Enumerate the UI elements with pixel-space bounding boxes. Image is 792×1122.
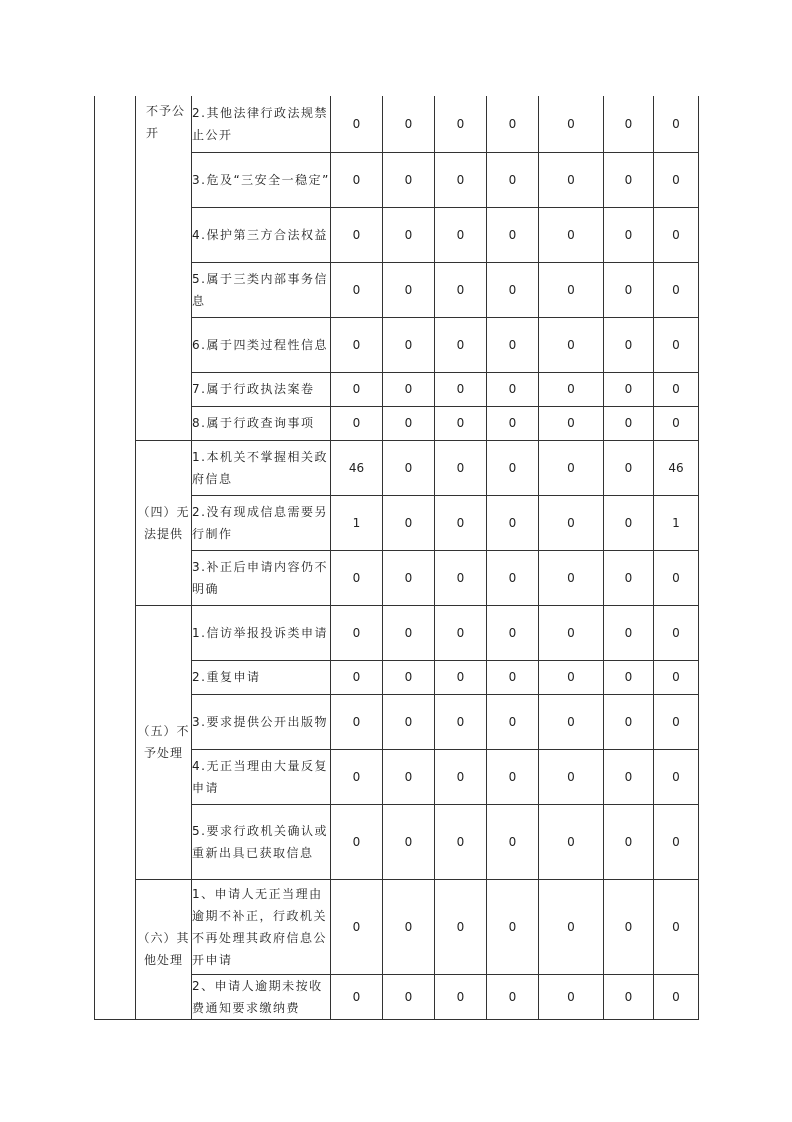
cell-value: 0 <box>435 694 487 749</box>
cell-value: 0 <box>331 974 383 1019</box>
cell-value: 0 <box>654 879 699 974</box>
cell-value: 0 <box>487 406 539 440</box>
row-label: 6.属于四类过程性信息 <box>192 317 331 372</box>
cell-value: 0 <box>435 495 487 550</box>
cell-value: 0 <box>487 749 539 804</box>
cell-value: 0 <box>654 804 699 879</box>
cell-value: 0 <box>331 207 383 262</box>
cell-value: 0 <box>604 317 654 372</box>
cell-value: 0 <box>383 207 435 262</box>
cell-value: 0 <box>487 262 539 317</box>
cell-value: 0 <box>331 96 383 152</box>
group-label: （四）无法提供 <box>136 440 192 605</box>
cell-value: 0 <box>604 879 654 974</box>
cell-value: 1 <box>654 495 699 550</box>
row-label: 1.本机关不掌握相关政府信息 <box>192 440 331 495</box>
cell-value: 0 <box>487 152 539 207</box>
cell-value: 0 <box>331 262 383 317</box>
cell-value: 0 <box>604 495 654 550</box>
cell-value: 0 <box>654 96 699 152</box>
cell-value: 0 <box>539 317 604 372</box>
cell-value: 0 <box>383 96 435 152</box>
cell-value: 0 <box>331 406 383 440</box>
cell-value: 0 <box>539 974 604 1019</box>
cell-value: 0 <box>331 660 383 694</box>
cell-value: 0 <box>331 372 383 406</box>
cell-value: 0 <box>435 605 487 660</box>
cell-value: 0 <box>383 660 435 694</box>
cell-value: 0 <box>487 550 539 605</box>
cell-value: 0 <box>487 372 539 406</box>
cell-value: 0 <box>539 96 604 152</box>
cell-value: 0 <box>383 372 435 406</box>
row-label: 2、申请人逾期未按收费通知要求缴纳费 <box>192 974 331 1019</box>
cell-value: 0 <box>604 372 654 406</box>
cell-value: 0 <box>383 749 435 804</box>
cell-value: 0 <box>604 974 654 1019</box>
cell-value: 0 <box>604 804 654 879</box>
cell-value: 0 <box>487 96 539 152</box>
row-label: 3.补正后申请内容仍不明确 <box>192 550 331 605</box>
row-label: 1、申请人无正当理由逾期不补正，行政机关不再处理其政府信息公开申请 <box>192 879 331 974</box>
cell-value: 0 <box>435 207 487 262</box>
cell-value: 0 <box>539 372 604 406</box>
cell-value: 0 <box>331 605 383 660</box>
row-label: 2.其他法律行政法规禁止公开 <box>192 96 331 152</box>
cell-value: 46 <box>331 440 383 495</box>
cell-value: 0 <box>654 406 699 440</box>
cell-value: 0 <box>539 262 604 317</box>
cell-value: 0 <box>539 804 604 879</box>
cell-value: 0 <box>383 974 435 1019</box>
cell-value: 0 <box>487 694 539 749</box>
cell-value: 0 <box>654 660 699 694</box>
cell-value: 0 <box>383 804 435 879</box>
row-label: 4.无正当理由大量反复申请 <box>192 749 331 804</box>
cell-value: 0 <box>654 152 699 207</box>
table-row <box>95 605 699 660</box>
cell-value: 0 <box>331 879 383 974</box>
cell-value: 0 <box>604 694 654 749</box>
cell-value: 0 <box>331 317 383 372</box>
cell-value: 0 <box>487 660 539 694</box>
cell-value: 0 <box>539 495 604 550</box>
cell-value: 0 <box>539 406 604 440</box>
outer-category-cell <box>95 96 136 1019</box>
cell-value: 0 <box>383 262 435 317</box>
cell-value: 1 <box>331 495 383 550</box>
cell-value: 0 <box>435 660 487 694</box>
cell-value: 0 <box>539 879 604 974</box>
row-label: 1.信访举报投诉类申请 <box>192 605 331 660</box>
cell-value: 0 <box>435 406 487 440</box>
cell-value: 0 <box>604 550 654 605</box>
cell-value: 0 <box>435 879 487 974</box>
cell-value: 0 <box>383 495 435 550</box>
cell-value: 0 <box>435 262 487 317</box>
cell-value: 0 <box>604 207 654 262</box>
row-label: 8.属于行政查询事项 <box>192 406 331 440</box>
row-label: 7.属于行政执法案卷 <box>192 372 331 406</box>
row-label: 3.要求提供公开出版物 <box>192 694 331 749</box>
cell-value: 0 <box>435 152 487 207</box>
cell-value: 0 <box>539 749 604 804</box>
cell-value: 0 <box>604 660 654 694</box>
cell-value: 0 <box>435 440 487 495</box>
cell-value: 0 <box>487 974 539 1019</box>
cell-value: 0 <box>435 96 487 152</box>
cell-value: 0 <box>435 317 487 372</box>
cell-value: 0 <box>383 406 435 440</box>
cell-value: 0 <box>539 550 604 605</box>
cell-value: 0 <box>654 550 699 605</box>
cell-value: 0 <box>383 879 435 974</box>
cell-value: 0 <box>383 152 435 207</box>
disclosure-statistics-table <box>94 96 699 1020</box>
cell-value: 0 <box>383 605 435 660</box>
cell-value: 0 <box>604 440 654 495</box>
table-row <box>95 879 699 974</box>
row-label: 3.危及“三安全一稳定” <box>192 152 331 207</box>
cell-value: 0 <box>604 152 654 207</box>
cell-value: 0 <box>435 550 487 605</box>
cell-value: 0 <box>539 694 604 749</box>
cell-value: 0 <box>331 804 383 879</box>
group-label: （六）其他处理 <box>136 879 192 1019</box>
cell-value: 0 <box>435 974 487 1019</box>
cell-value: 0 <box>487 207 539 262</box>
cell-value: 0 <box>654 262 699 317</box>
row-label: 2.重复申请 <box>192 660 331 694</box>
cell-value: 0 <box>539 605 604 660</box>
cell-value: 0 <box>604 749 654 804</box>
cell-value: 0 <box>435 372 487 406</box>
cell-value: 0 <box>654 372 699 406</box>
cell-value: 0 <box>654 605 699 660</box>
row-label: 4.保护第三方合法权益 <box>192 207 331 262</box>
cell-value: 0 <box>654 694 699 749</box>
cell-value: 0 <box>654 207 699 262</box>
cell-value: 0 <box>539 440 604 495</box>
group-label: 不予公开 <box>136 96 192 440</box>
group-label: （五）不予处理 <box>136 605 192 879</box>
cell-value: 0 <box>435 749 487 804</box>
cell-value: 0 <box>604 406 654 440</box>
cell-value: 0 <box>487 495 539 550</box>
row-label: 5.要求行政机关确认或重新出具已获取信息 <box>192 804 331 879</box>
cell-value: 0 <box>487 440 539 495</box>
cell-value: 0 <box>383 550 435 605</box>
cell-value: 0 <box>654 749 699 804</box>
cell-value: 0 <box>487 317 539 372</box>
table-row <box>95 440 699 495</box>
cell-value: 0 <box>487 804 539 879</box>
cell-value: 0 <box>604 262 654 317</box>
cell-value: 0 <box>604 96 654 152</box>
cell-value: 0 <box>654 317 699 372</box>
cell-value: 0 <box>604 605 654 660</box>
cell-value: 0 <box>383 440 435 495</box>
cell-value: 0 <box>539 152 604 207</box>
cell-value: 0 <box>331 550 383 605</box>
cell-value: 0 <box>539 207 604 262</box>
cell-value: 0 <box>435 804 487 879</box>
cell-value: 0 <box>383 694 435 749</box>
cell-value: 0 <box>383 317 435 372</box>
cell-value: 0 <box>331 694 383 749</box>
table-row <box>95 96 699 152</box>
row-label: 2.没有现成信息需要另行制作 <box>192 495 331 550</box>
cell-value: 0 <box>539 660 604 694</box>
cell-value: 0 <box>331 749 383 804</box>
cell-value: 46 <box>654 440 699 495</box>
cell-value: 0 <box>487 605 539 660</box>
cell-value: 0 <box>331 152 383 207</box>
row-label: 5.属于三类内部事务信息 <box>192 262 331 317</box>
cell-value: 0 <box>654 974 699 1019</box>
cell-value: 0 <box>487 879 539 974</box>
